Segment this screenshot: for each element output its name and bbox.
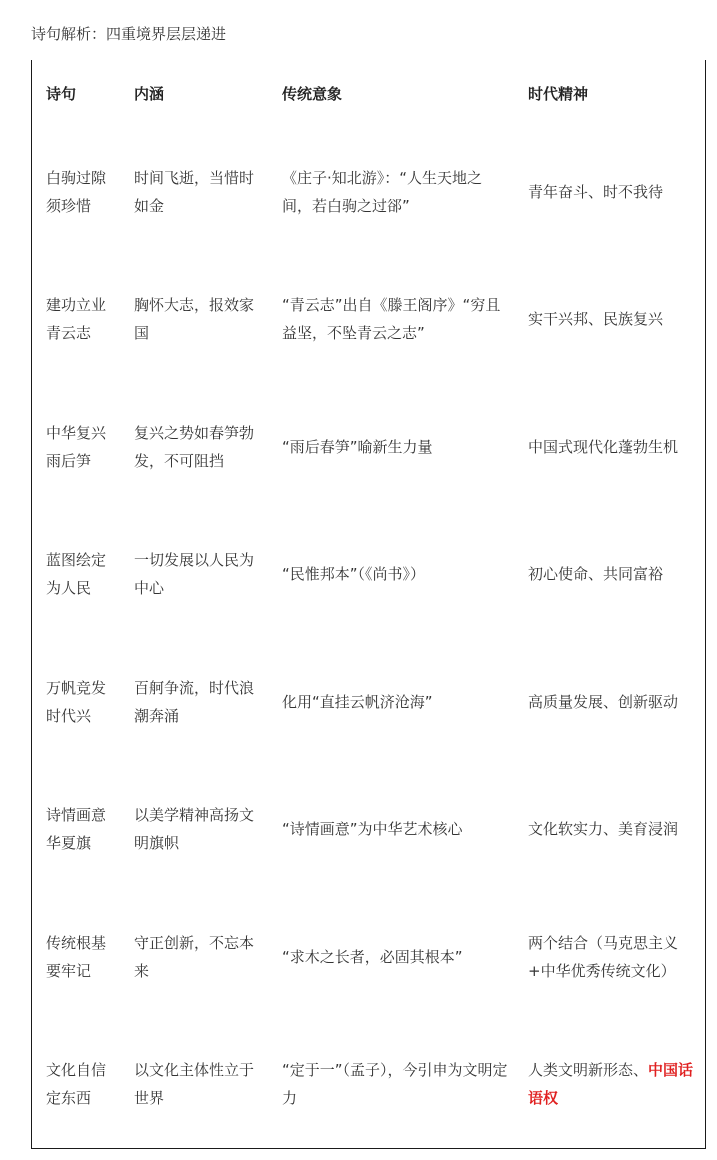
cell-meaning: 百舸争流，时代浪潮奔涌	[134, 678, 255, 725]
cell-traditional-imagery: “民惟邦本”（《尚书》）	[282, 565, 426, 584]
cell-traditional-imagery: “雨后春笋”喻新生力量	[282, 437, 433, 456]
cell-poem-line: 蓝图绘定为人民	[46, 551, 107, 598]
cell-era-spirit	[514, 1021, 705, 1149]
section-heading: 诗句解析：四重境界层层递进	[31, 25, 227, 43]
highlight-text: 中国话语权	[528, 1061, 694, 1108]
cell-poem-line: 白驹过隙须珍惜	[46, 168, 107, 215]
cell-poem-line: 中华复兴雨后笋	[46, 423, 107, 470]
cell-poem-line: 万帆竞发时代兴	[46, 678, 107, 725]
cell-era-spirit: 高质量发展、创新驱动	[528, 692, 679, 711]
cell-traditional-imagery: 《庄子·知北游》：“人生天地之间，若白驹之过郤”	[282, 168, 483, 215]
cell-poem-line: 传统根基要牢记	[46, 933, 107, 980]
cell-era-spirit: 实干兴邦、民族复兴	[528, 310, 664, 329]
cell-meaning: 守正创新，不忘本来	[134, 933, 255, 980]
table-header-row	[32, 60, 705, 128]
cell-era-spirit: 青年奋斗、时不我待	[528, 182, 664, 201]
cell-era-spirit: 两个结合（马克思主义+中华优秀传统文化）	[528, 933, 679, 980]
cell-meaning: 以美学精神高扬文明旗帜	[134, 806, 255, 853]
cell-era-spirit: 文化软实力、美育浸润	[528, 820, 679, 839]
cell-poem-line: 建功立业青云志	[46, 296, 107, 343]
cell-meaning: 复兴之势如春笋勃发，不可阻挡	[134, 423, 255, 470]
table-row	[32, 1021, 705, 1149]
cell-traditional-imagery: 化用“直挂云帆济沧海”	[282, 692, 433, 711]
cell-meaning: 时间飞逝，当惜时如金	[134, 168, 255, 215]
table-row	[32, 511, 705, 639]
cell-meaning: 胸怀大志，报效家国	[134, 296, 255, 343]
cell-traditional-imagery: “定于一”（孟子），今引申为文明定力	[282, 1061, 508, 1108]
cell-meaning: 一切发展以人民为中心	[134, 551, 255, 598]
table-row	[32, 128, 705, 256]
cell-traditional-imagery: “求木之长者，必固其根本”	[282, 947, 463, 966]
cell-era-spirit: 初心使命、共同富裕	[528, 565, 664, 584]
table-row	[32, 893, 705, 1021]
cell-poem-line: 文化自信定东西	[46, 1061, 107, 1108]
cell-traditional-imagery: “青云志”出自《滕王阁序》“穷且益坚，不坠青云之志”	[282, 296, 501, 343]
header-traditional-imagery: 传统意象	[282, 85, 343, 103]
poem-analysis-table-frame	[31, 60, 706, 1149]
cell-traditional-imagery: “诗情画意”为中华艺术核心	[282, 820, 463, 839]
table-row	[32, 638, 705, 766]
table-row	[32, 256, 705, 384]
header-meaning: 内涵	[134, 85, 165, 103]
era-spirit-text: 人类文明新形态、	[528, 1061, 649, 1080]
header-poem-line: 诗句	[46, 85, 77, 103]
header-era-spirit: 时代精神	[528, 85, 589, 103]
table-row	[32, 383, 705, 511]
cell-poem-line: 诗情画意华夏旗	[46, 806, 107, 853]
table-row	[32, 766, 705, 894]
cell-era-spirit: 中国式现代化蓬勃生机	[528, 437, 679, 456]
poem-analysis-table	[32, 60, 705, 1148]
cell-meaning: 以文化主体性立于世界	[134, 1061, 255, 1108]
